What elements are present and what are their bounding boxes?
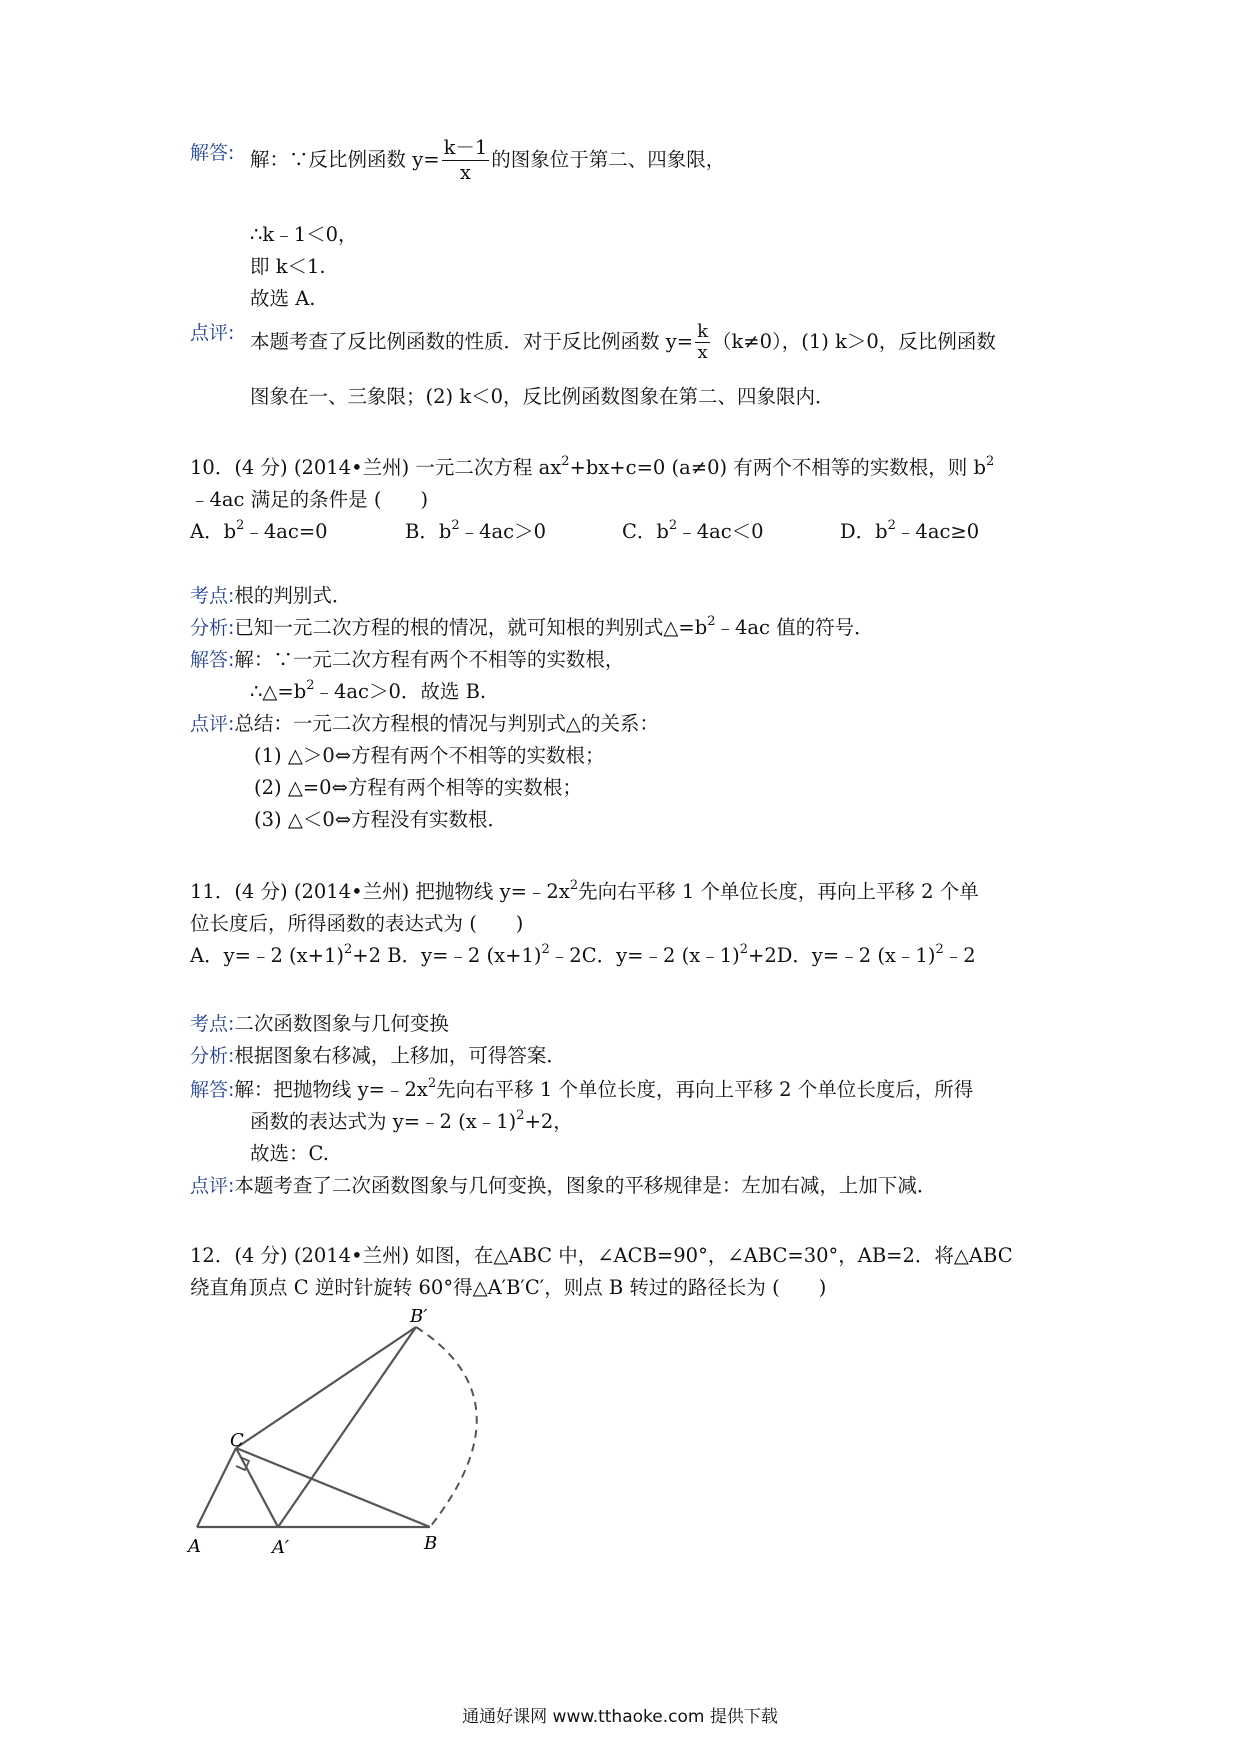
rotation-arc bbox=[416, 1327, 477, 1527]
p9-dianping-line1: 本题考查了反比例函数的性质．对于反比例函数 y= $\frac{k}{x}$ （k≠0），(1) k＞0，反比例函数 bbox=[250, 321, 996, 363]
label-a: A bbox=[188, 1536, 201, 1557]
q10-option-c: C．$b^2﹣4ac<0$ bbox=[622, 518, 764, 543]
q11-jieda-line2: 函数的表达式为 y=﹣2 (x﹣1)$^2$+2， bbox=[250, 1108, 573, 1133]
q10-dianping-line2: (1) △＞0⇔方程有两个不相等的实数根； bbox=[254, 744, 605, 767]
q10-dianping: 点评:总结：一元二次方程根的情况与判别式△的关系： bbox=[190, 712, 659, 735]
q10-option-b: B．$b^2﹣4ac>0$ bbox=[405, 518, 546, 543]
q10-jieda-line2: $\therefore\triangle=b^2﹣4ac>0$．故选 B. bbox=[250, 678, 487, 703]
page-footer: 通通好课网 www.tthaoke.com 提供下载 bbox=[462, 1707, 778, 1727]
q10-dianping-line3: (2) △=0⇔方程有两个相等的实数根； bbox=[254, 776, 582, 799]
q11-jieda: 解答:解：把抛物线 $y=﹣2x^2$先向右平移 1 个单位长度，再向上平移 2 个单位长度后，所得 bbox=[190, 1076, 974, 1101]
segment-c-a-prime bbox=[236, 1448, 278, 1527]
p9-jieda-line: 解：∵反比例函数 y= $\frac{k-1}{x}$ 的图象位于第二、四象限， bbox=[250, 136, 726, 184]
fraction-k-minus-1-over-x: $\frac{k-1}{x}$ bbox=[443, 136, 488, 184]
p9-jieda-label: 解答: bbox=[190, 142, 235, 164]
label-b: B bbox=[424, 1533, 438, 1554]
q11-stem-line1: 11．(4 分) (2014•兰州) 把抛物线 $y=﹣2x^2$先向右平移 1 个单位长度，再向上平移 2 个单 bbox=[190, 878, 979, 903]
q11-option-c: C．y=﹣2 (x﹣1)$^2$+2 bbox=[581, 942, 777, 967]
p9-step3: 故选 A. bbox=[250, 287, 316, 310]
q10-jieda: 解答:解：∵一元二次方程有两个不相等的实数根， bbox=[190, 648, 625, 671]
segment-c-b-prime bbox=[236, 1327, 416, 1448]
q11-option-a: A．y=﹣2 $(x+1)^2+2$ bbox=[190, 942, 382, 967]
q10-dianping-line4: (3) △＜0⇔方程没有实数根． bbox=[254, 808, 508, 831]
q11-jieda-line3: 故选：C. bbox=[250, 1142, 329, 1165]
p9-step2: 即 k＜1. bbox=[250, 255, 326, 278]
q11-option-d: D．y=﹣2 (x﹣1)$^2$﹣2 bbox=[776, 942, 976, 967]
p9-step1: ∴k﹣1＜0， bbox=[250, 223, 358, 246]
q11-kaodian: 考点:二次函数图象与几何变换 bbox=[190, 1012, 449, 1035]
segment-c-b bbox=[236, 1448, 430, 1527]
q11-fenxi: 分析:根据图象右移减，上移加，可得答案． bbox=[190, 1044, 566, 1067]
label-c: C bbox=[230, 1430, 244, 1451]
fraction-k-over-x: $\frac{k}{x}$ bbox=[697, 321, 708, 363]
q12-stem-line2: 绕直角顶点 C 逆时针旋转 60°得△A′B′C′，则点 B 转过的路径长为 ( ) bbox=[190, 1276, 827, 1299]
p9-dianping-line2: 图象在一、三象限；(2) k＜0，反比例函数图象在第二、四象限内． bbox=[250, 385, 835, 408]
q10-option-d: D．$b^2﹣4ac\ge 0$ bbox=[840, 518, 980, 543]
segment-a-prime-b-prime bbox=[278, 1327, 416, 1527]
q10-option-a: A．$b^2﹣4ac=0$ bbox=[190, 518, 328, 543]
label-a-prime: A′ bbox=[272, 1537, 290, 1558]
segment-a-c bbox=[197, 1448, 236, 1527]
q12-stem-line1: 12．(4 分) (2014•兰州) 如图，在△ABC 中，∠ACB=90°，∠ABC=30°，AB=2．将△ABC bbox=[190, 1244, 1013, 1267]
q11-stem-line2: 位长度后，所得函数的表达式为 ( ) bbox=[190, 912, 524, 935]
p9-dianping-label: 点评: bbox=[190, 322, 235, 344]
q10-fenxi: 分析:已知一元二次方程的根的情况，就可知根的判别式$\triangle=b^2﹣4ac$ 值的符号． bbox=[190, 614, 874, 639]
q10-kaodian: 考点:根的判别式． bbox=[190, 584, 352, 607]
q10-stem-line2: ﹣4ac 满足的条件是 ( ) bbox=[190, 488, 429, 511]
q11-option-b: B．y=﹣2 $(x+1)^2﹣2$ bbox=[387, 942, 582, 967]
q10-stem-line1: 10．(4 分) (2014•兰州) 一元二次方程 $ax^2+bx+c=0$ (a≠0) 有两个不相等的实数根，则 $b^2$ bbox=[190, 454, 995, 479]
q11-dianping: 点评:本题考查了二次函数图象与几何变换，图象的平移规律是：左加右减，上加下减． bbox=[190, 1174, 937, 1197]
label-b-prime: B′ bbox=[410, 1306, 428, 1327]
